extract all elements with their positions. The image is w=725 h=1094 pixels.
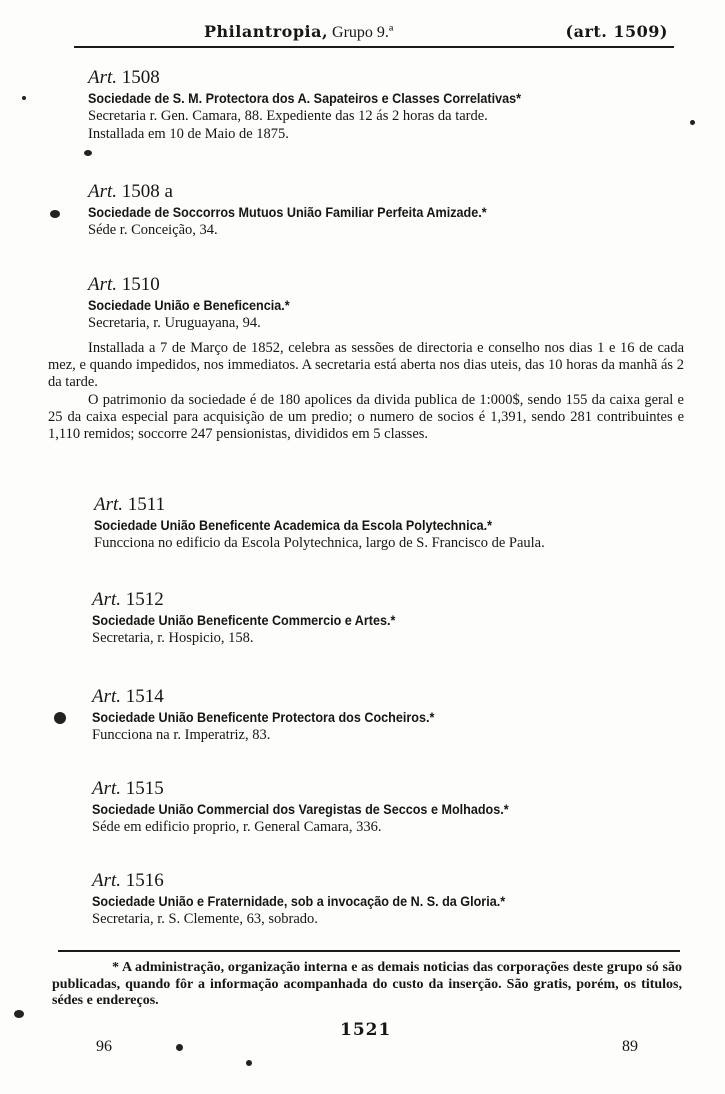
entry-title: Sociedade União Commercial dos Varegistas de Seccos e Molhados.* (92, 801, 509, 817)
entry-line: Secretaria, r. S. Clemente, 63, sobrado. (92, 911, 318, 927)
entry-1510-body (48, 340, 684, 443)
entry-1511 (94, 494, 694, 552)
entry-title: Sociedade de S. M. Protectora dos A. Sapateiros e Classes Correlativas* (88, 90, 522, 106)
footnote: * A administração, organização interna e as demais noticias das corporações deste grupo só são publicadas, quando fôr a informação acompanhada do custo da inserção. São gratis, porém, os titulos, sédes e endereços. (52, 960, 682, 1008)
header-article-ref: (art. 1509) (565, 22, 668, 41)
body-paragraph: Installada a 7 de Março de 1852, celebra as sessões de directoria e conselho nos dias 1 e 16 de cada mez, e quando impedidos, nos immediatos. A secretaria está aberta nos dias uteis, das 10 horas da manhã ás 2 da tarde. (48, 340, 684, 391)
article-heading: Art. 1511 (94, 494, 166, 515)
entry-title: Sociedade União Beneficente Protectora dos Cocheiros.* (92, 709, 435, 725)
entry-1512 (92, 589, 692, 647)
entry-line: Installada em 10 de Maio de 1875. (88, 126, 289, 142)
entry-title: Sociedade União Beneficente Commercio e Artes.* (92, 612, 396, 628)
entry-1516 (92, 870, 692, 928)
article-heading: Art. 1515 (92, 778, 164, 799)
entry-1515 (92, 778, 692, 836)
entry-line: Secretaria r. Gen. Camara, 88. Expediente das 12 ás 2 horas da tarde. (88, 108, 488, 124)
footnote-rule (58, 950, 680, 952)
entry-1508a (88, 181, 688, 239)
entry-line: Funcciona no edificio da Escola Polytechnica, largo de S. Francisco de Paula. (94, 535, 545, 551)
header-rule (74, 46, 674, 48)
entry-title: Sociedade União e Fraternidade, sob a invocação de N. S. da Gloria.* (92, 893, 506, 909)
ink-speck (176, 1044, 183, 1051)
running-title: Philantropia, (204, 22, 329, 41)
article-heading: Art. 1512 (92, 589, 164, 610)
ink-speck (14, 1010, 24, 1018)
footer-left-code: 96 (96, 1038, 112, 1055)
entry-1510 (88, 274, 688, 332)
ink-speck (54, 712, 66, 724)
article-heading: Art. 1508 a (88, 181, 173, 202)
ink-speck (690, 120, 695, 125)
entry-title: Sociedade União e Beneficencia.* (88, 297, 290, 313)
article-heading: Art. 1508 (88, 67, 160, 88)
entry-line: Séde em edificio proprio, r. General Camara, 336. (92, 819, 382, 835)
page-number: 1521 (340, 1020, 392, 1040)
entry-line: Funcciona na r. Imperatriz, 83. (92, 727, 271, 743)
body-paragraph: O patrimonio da sociedade é de 180 apolices da divida publica de 1:000$, sendo 155 da caixa geral e 25 da caixa especial para acquisição de um predio; o numero de socios é 1,391, sendo 281 contribuintes e 1,110 remidos; soccorre 247 pensionistas, divididos em 5 classes. (48, 391, 684, 443)
article-heading: Art. 1516 (92, 870, 164, 891)
ink-speck (50, 210, 60, 218)
ink-speck (84, 150, 92, 156)
entry-title: Sociedade de Soccorros Mutuos União Familiar Perfeita Amizade.* (88, 204, 487, 220)
ink-speck (22, 96, 26, 100)
entry-title: Sociedade União Beneficente Academica da Escola Polytechnica.* (94, 517, 492, 533)
entry-1508 (88, 67, 688, 143)
footer-right-code: 89 (622, 1038, 638, 1055)
ink-speck (246, 1060, 252, 1066)
article-heading: Art. 1510 (88, 274, 160, 295)
header-center (204, 22, 393, 42)
group-label: Grupo 9.ª (332, 24, 394, 41)
entry-line: Secretaria, r. Uruguayana, 94. (88, 315, 261, 331)
entry-1514 (92, 686, 692, 744)
running-header (74, 22, 674, 42)
entry-line: Séde r. Conceição, 34. (88, 222, 218, 238)
entry-line: Secretaria, r. Hospicio, 158. (92, 630, 254, 646)
article-heading: Art. 1514 (92, 686, 164, 707)
